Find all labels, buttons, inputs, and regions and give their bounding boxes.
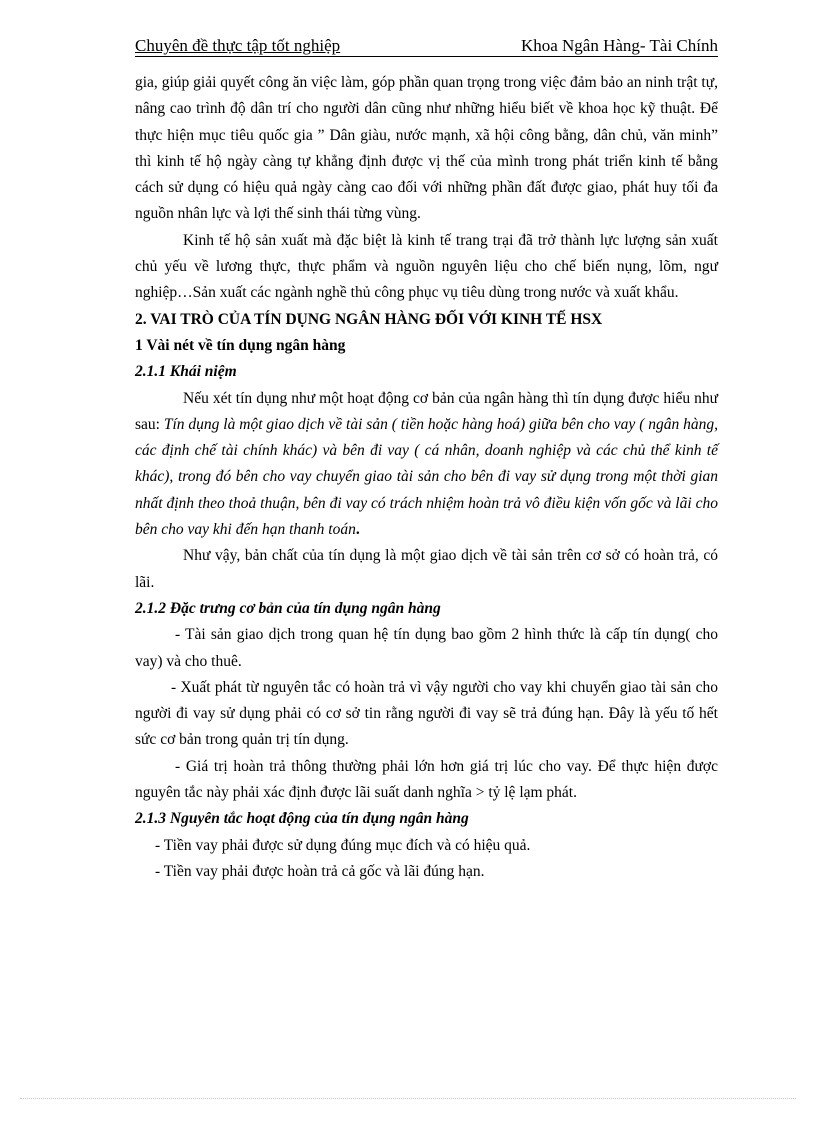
subsection-heading-1: 1 Vài nét về tín dụng ngân hàng [135,336,346,354]
heading-2-1-1: 2.1.1 Khái niệm [135,363,237,381]
heading-2-1-2: 2.1.2 Đặc trưng cơ bản của tín dụng ngân hàng [135,599,441,617]
document-body [135,70,718,885]
list-item-principle-1: - Tiền vay phải được sử dụng đúng mục đích và có hiệu quả. [155,836,531,854]
paragraph-nature: Như vậy, bản chất của tín dụng là một giao dịch về tài sản trên cơ sở có hoàn trả, có lãi. [135,547,718,591]
header-title-right: Khoa Ngân Hàng- Tài Chính [520,36,718,55]
definition-lead: Nếu xét tín dụng như một hoạt động cơ bản của ngân hàng thì tín dụng được hiểu như sau: [135,389,718,433]
section-heading-2: 2. VAI TRÒ CỦA TÍN DỤNG NGÂN HÀNG ĐỐI VỚI KINH TẾ HSX [135,310,603,328]
definition-end: . [355,521,360,539]
page-boundary-divider [20,1098,796,1099]
paragraph-feature-3: - Giá trị hoàn trả thông thường phải lớn hơn giá trị lúc cho vay. Để thực hiện được nguyên tắc này phải xác định được lãi suất danh nghĩa > tỷ lệ lạm phát. [135,757,718,802]
paragraph-household-economy: Kinh tế hộ sản xuất mà đặc biệt là kinh tế trang trại đã trở thành lực lượng sản xuất chủ yếu về lương thực, thực phẩm và nguồn nguyên liệu cho chế biến nụng, lõm, ngư nghiệp…Sản xuất các ngành nghề thủ công phục vụ tiêu dùng trong nước và xuất khẩu. [135,231,718,302]
definition-italic: Tín dụng là một giao dịch về tài sản ( tiền hoặc hàng hoá) giữa bên cho vay ( ngân hàng, các định chế tài chính khác) và bên đi vay ( cá nhân, doanh nghiệp và các chủ thể kinh tế khác), trong đó bên cho vay chuyển giao tài sản cho bên đi vay sử dụng trong một thời gian nhất định theo thoả thuận, bên đi vay có trách nhiệm hoàn trả vô điều kiện vốn gốc và lãi cho bên cho vay khi đến hạn thanh toán [135,415,719,539]
paragraph-feature-2: - Xuất phát từ nguyên tắc có hoàn trả vì vậy người cho vay khi chuyển giao tài sản cho người đi vay sử dụng phải có cơ sở tin rằng người đi vay sẽ trả đúng hạn. Đây là yếu tố hết sức cơ bản trong quản trị tín dụng. [135,678,718,749]
paragraph-definition [135,386,718,544]
heading-2-1-3: 2.1.3 Nguyên tắc hoạt động của tín dụng ngân hàng [135,810,469,828]
header-title-left: Chuyên đề thực tập tốt nghiệp [135,36,341,55]
page-header [135,32,718,57]
paragraph-intro: gia, giúp giải quyết công ăn việc làm, góp phần quan trọng trong việc đảm bảo an ninh trật tự, nâng cao trình độ dân trí cho người dân cũng như những hiểu biết về khoa học kỹ thuật. Để thực hiện mục tiêu quốc gia ” Dân giàu, nước mạnh, xã hội công bằng, dân chủ, văn minh” thì kinh tế hộ ngày càng tự khẳng định được vị thế của mình trong phát triển kinh tế bằng cách sử dụng có hiệu quả ngày càng cao đối với những phần đất được giao, phát huy tối đa nguồn nhân lực và lợi thế sinh thái từng vùng. [135,74,718,223]
list-item-principle-2: - Tiền vay phải được hoàn trả cả gốc và lãi đúng hạn. [155,862,485,880]
paragraph-feature-1: - Tài sản giao dịch trong quan hệ tín dụng bao gồm 2 hình thức là cấp tín dụng( cho vay) và cho thuê. [135,626,718,670]
